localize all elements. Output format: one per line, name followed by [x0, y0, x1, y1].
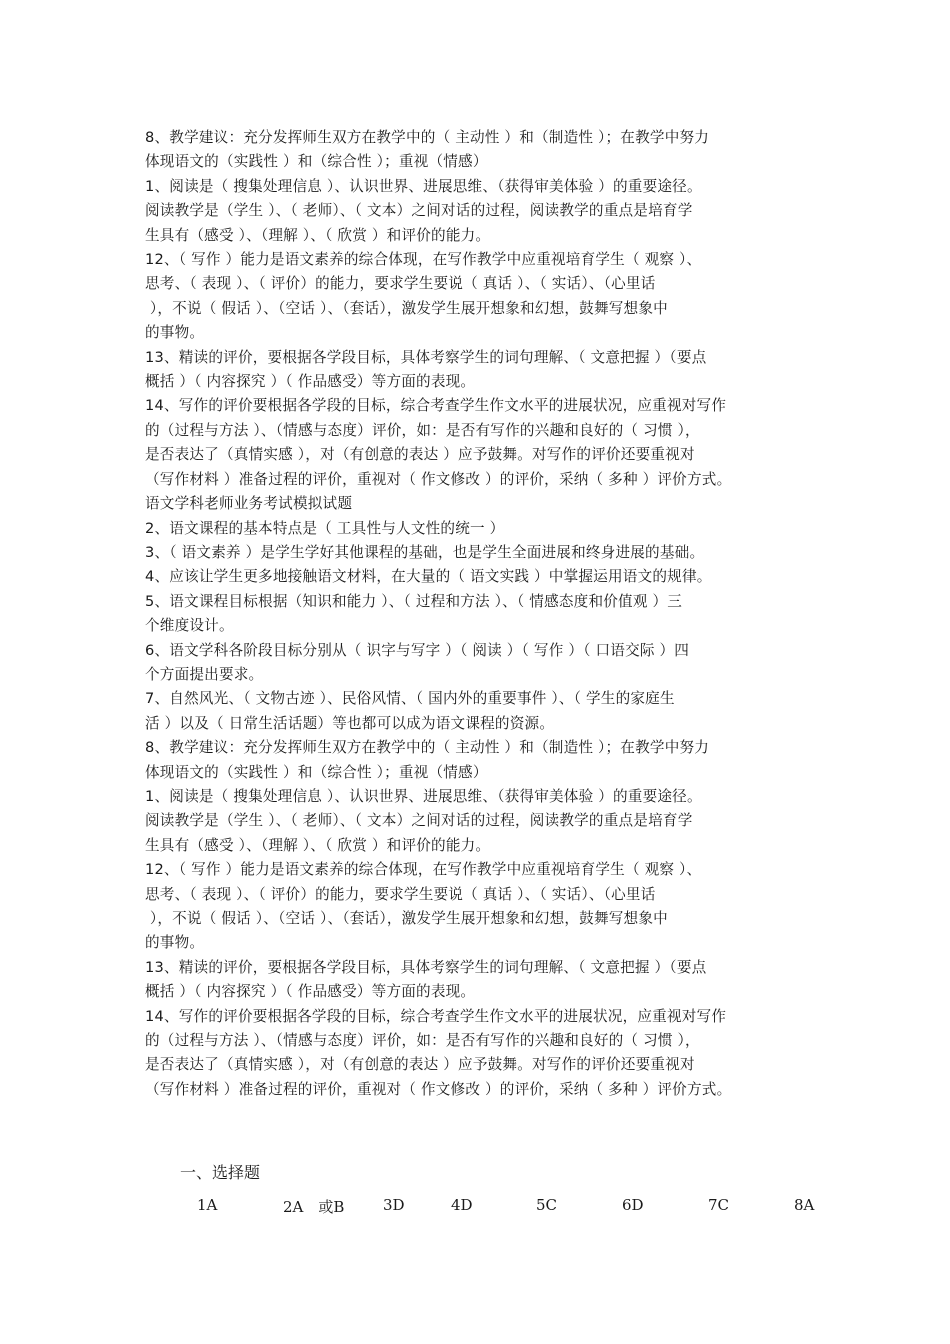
- paragraph: 12、（ 写作 ）能力是语文素养的综合体现，在写作教学中应重视培育学生（ 观察 ）、 思考、（ 表现 ）、（ 评价）的能力，要求学生要说（ 真话 ）、（ 实话）、（心里话 ），不说（ 假话 ）、（空话 ）、（套话），激发学生展开想象和幻想，鼓舞写想象中 的事物。: [145, 861, 702, 952]
- answer-item: 8A: [794, 1196, 815, 1214]
- paragraph: 5、语文课程目标根据（知识和能力 ）、（ 过程和方法 ）、（ 情感态度和价值观 ）三 个维度设计。: [145, 592, 683, 635]
- paragraph: 8、教学建议：充分发挥师生双方在教学中的（ 主动性 ）和（制造性 ）；在教学中努力 体现语文的（实践性 ）和（综合性 ）；重视（情感）: [145, 739, 710, 781]
- paragraph: 1、阅读是（ 搜集处理信息 ）、认识世界、进展思维、（获得审美体验 ）的重要途径。 阅读教学是（学生 ）、（ 老师）、（ 文本）之间对话的过程，阅读教学的重点是培育学 生具有（感受 ）、（理解 ）、（ 欣赏 ）和评价的能力。: [145, 787, 702, 854]
- exam-heading: 语文学科老师业务考试模拟试题: [145, 495, 353, 513]
- paragraph: 1、阅读是（ 搜集处理信息 ）、认识世界、进展思维、（获得审美体验 ）的重要途径。 阅读教学是（学生 ）、（ 老师）、（ 文本）之间对话的过程，阅读教学的重点是培育学 生具有（感受 ）、（理解 ）、（ 欣赏 ）和评价的能力。: [145, 177, 702, 244]
- paragraph: 3、（ 语文素养 ）是学生学好其他课程的基础，也是学生全面进展和终身进展的基础。: [145, 543, 705, 561]
- answer-item: 6D: [622, 1196, 644, 1214]
- answer-row: [0, 1196, 950, 1220]
- paragraph: 13、精读的评价，要根据各学段目标，具体考察学生的词句理解、（ 文意把握 ）（要点 概括 ）（ 内容探究 ）（ 作品感受）等方面的表现。: [145, 958, 707, 1001]
- section-title: 一、选择题: [180, 1163, 261, 1182]
- paragraph: 6、语文学科各阶段目标分别从（ 识字与写字 ）（ 阅读 ）（ 写作 ）（ 口语交际 ）四 个方面提出要求。: [145, 641, 690, 683]
- paragraph: 14、写作的评价要根据各学段的目标，综合考查学生作文水平的进展状况，应重视对写作 的（过程与方法 ）、（情感与态度）评价，如：是否有写作的兴趣和良好的（ 习惯 ）， 是否表达了（真情实感 ），对（有创意的表达 ）应予鼓舞。对写作的评价还要重视对 （写作材料 ）准备过程的评价，重视对（ 作文修改 ）的评价，采纳（ 多种 ）评价方式。: [145, 397, 732, 488]
- answer-item: 5C: [536, 1196, 558, 1214]
- answer-item: 4D: [451, 1196, 473, 1214]
- paragraph: 8、教学建议：充分发挥师生双方在教学中的（ 主动性 ）和（制造性 ）；在教学中努力 体现语文的（实践性 ）和（综合性 ）；重视（情感）: [145, 129, 710, 171]
- answer-item: 2A 或B: [283, 1198, 345, 1216]
- paragraph: 2、语文课程的基本特点是（ 工具性与人文性的统一 ）: [145, 519, 505, 537]
- answer-item: 7C: [708, 1196, 730, 1214]
- paragraph: 13、精读的评价，要根据各学段目标，具体考察学生的词句理解、（ 文意把握 ）（要点 概括 ）（ 内容探究 ）（ 作品感受）等方面的表现。: [145, 348, 707, 391]
- paragraph: 4、应该让学生更多地接触语文材料，在大量的（ 语文实践 ）中掌握运用语文的规律。: [145, 568, 712, 586]
- paragraph: 7、自然风光、（ 文物古迹 ）、民俗风情、（ 国内外的重要事件 ）、（ 学生的家庭生 活 ）以及（ 日常生活话题）等也都可以成为语文课程的资源。: [145, 690, 675, 732]
- paragraph: 12、（ 写作 ）能力是语文素养的综合体现，在写作教学中应重视培育学生（ 观察 ）、 思考、（ 表现 ）、（ 评价）的能力，要求学生要说（ 真话 ）、（ 实话）、（心里话 ），不说（ 假话 ）、（空话 ）、（套话），激发学生展开想象和幻想，鼓舞写想象中 的事物。: [145, 251, 702, 342]
- answer-item: 1A: [197, 1196, 218, 1214]
- paragraph: 14、写作的评价要根据各学段的目标，综合考查学生作文水平的进展状况，应重视对写作 的（过程与方法 ）、（情感与态度）评价，如：是否有写作的兴趣和良好的（ 习惯 ）， 是否表达了（真情实感 ），对（有创意的表达 ）应予鼓舞。对写作的评价还要重视对 （写作材料 ）准备过程的评价，重视对（ 作文修改 ）的评价，采纳（ 多种 ）评价方式。: [145, 1007, 732, 1098]
- document-body: [145, 126, 825, 1102]
- answer-item: 3D: [383, 1196, 405, 1214]
